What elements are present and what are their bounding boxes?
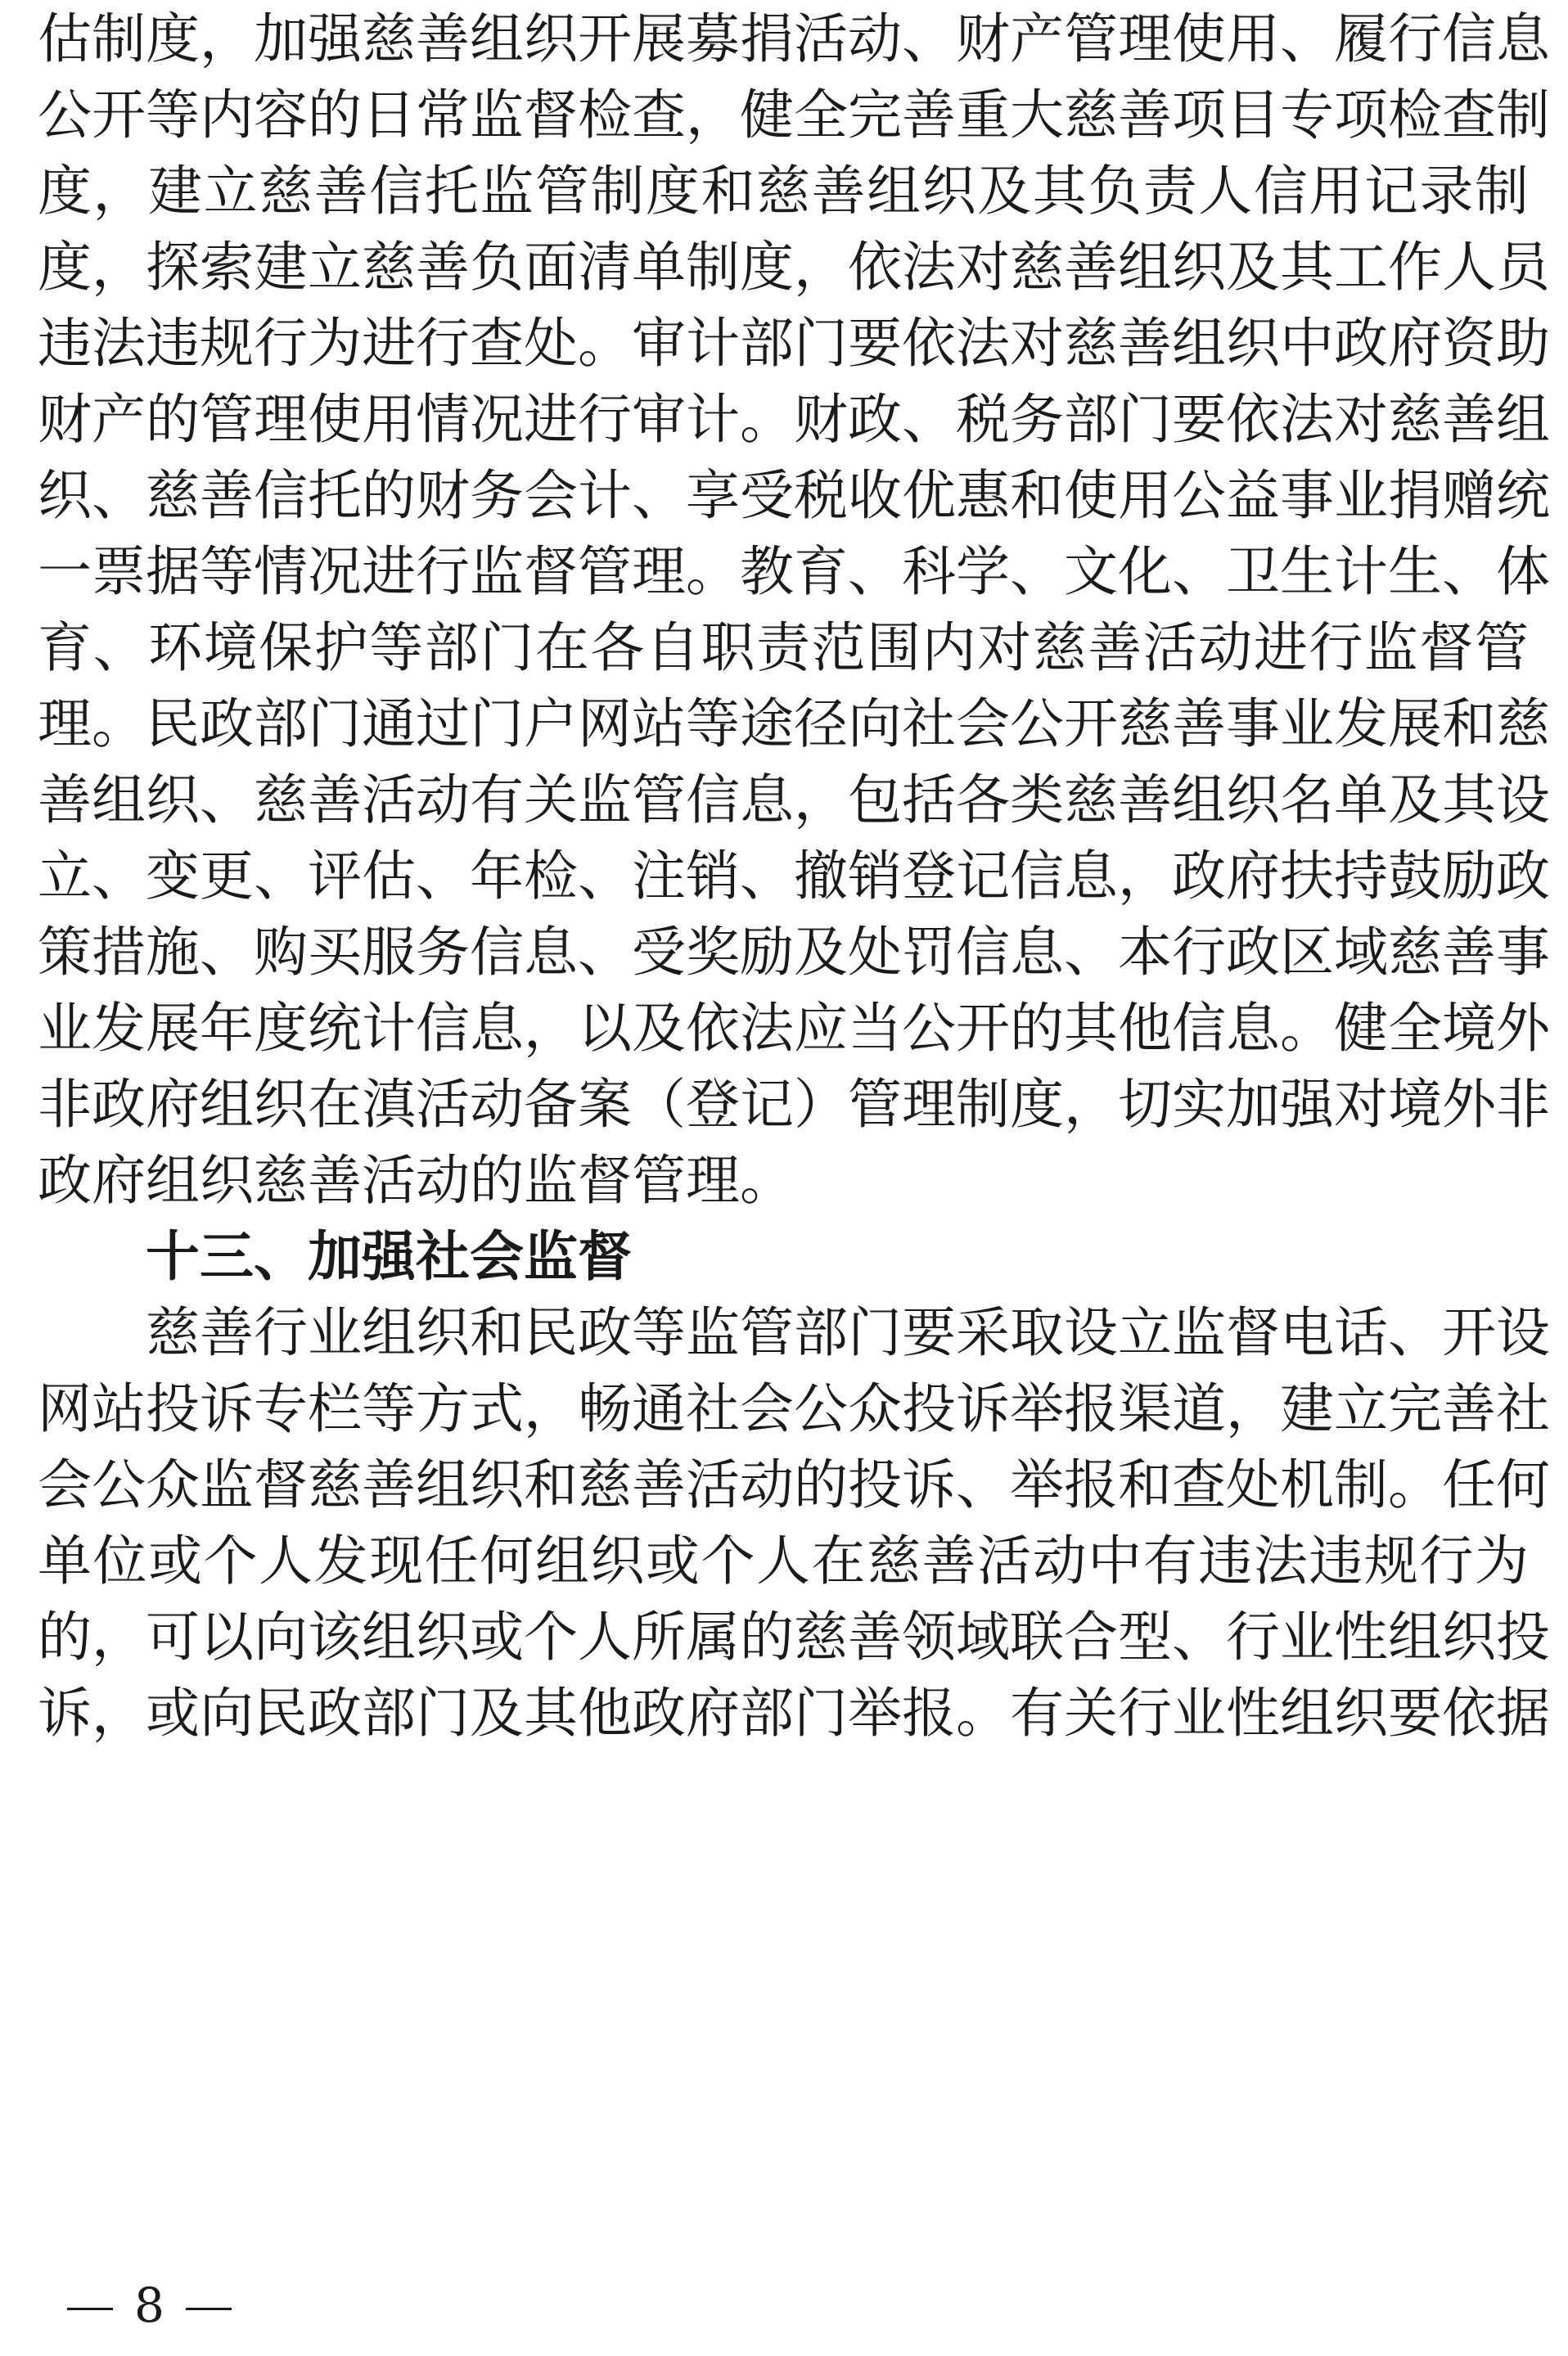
body-text-line: 违法违规行为进行查处。审计部门要依法对慈善组织中政府资助 (38, 312, 1550, 375)
body-text-line: 财产的管理使用情况进行审计。财政、税务部门要依法对慈善组 (38, 388, 1550, 451)
body-text-line: 政府组织慈善活动的监督管理。 (38, 1149, 794, 1212)
body-text-line: 估制度，加强慈善组织开展募捐活动、财产管理使用、履行信息 (38, 7, 1550, 70)
body-text-line: 育、环境保护等部门在各自职责范围内对慈善活动进行监督管 (38, 616, 1529, 679)
body-text-line: 业发展年度统计信息，以及依法应当公开的其他信息。健全境外 (38, 997, 1550, 1060)
page-number: 8 (134, 2277, 164, 2333)
body-text-line: 理。民政部门通过门户网站等途径向社会公开慈善事业发展和慈 (38, 692, 1550, 755)
body-text-line: 度，探索建立慈善负面清单制度，依法对慈善组织及其工作人员 (38, 236, 1550, 299)
body-text-line: 网站投诉专栏等方式，畅通社会公众投诉举报渠道，建立完善社 (38, 1377, 1550, 1440)
body-text-line: 一票据等情况进行监督管理。教育、科学、文化、卫生计生、体 (38, 540, 1550, 603)
section-heading: 十三、加强社会监督 (146, 1225, 632, 1288)
footer-dash-left (67, 2308, 113, 2310)
body-text-line: 会公众监督慈善组织和慈善活动的投诉、举报和查处机制。任何 (38, 1453, 1550, 1516)
body-text-line: 的，可以向该组织或个人所属的慈善领域联合型、行业性组织投 (38, 1606, 1550, 1669)
footer-dash-right (186, 2308, 232, 2310)
document-page (38, 0, 1550, 2356)
body-text-line: 单位或个人发现任何组织或个人在慈善活动中有违法违规行为 (38, 1529, 1529, 1592)
body-text-line: 立、变更、评估、年检、注销、撤销登记信息，政府扶持鼓励政 (38, 845, 1550, 908)
body-text-line: 策措施、购买服务信息、受奖励及处罚信息、本行政区域慈善事 (38, 921, 1550, 984)
body-text-line: 织、慈善信托的财务会计、享受税收优惠和使用公益事业捐赠统 (38, 464, 1550, 527)
body-text-line: 公开等内容的日常监督检查，健全完善重大慈善项目专项检查制 (38, 83, 1550, 146)
body-text-line: 善组织、慈善活动有关监管信息，包括各类慈善组织名单及其设 (38, 768, 1550, 831)
body-text-line: 慈善行业组织和民政等监管部门要采取设立监督电话、开设 (146, 1301, 1550, 1364)
body-text-line: 诉，或向民政部门及其他政府部门举报。有关行业性组织要依据 (38, 1682, 1550, 1745)
body-text-line: 非政府组织在滇活动备案（登记）管理制度，切实加强对境外非 (38, 1073, 1550, 1136)
page-footer (46, 2277, 253, 2334)
body-text-line: 度，建立慈善信托监管制度和慈善组织及其负责人信用记录制 (38, 160, 1529, 223)
